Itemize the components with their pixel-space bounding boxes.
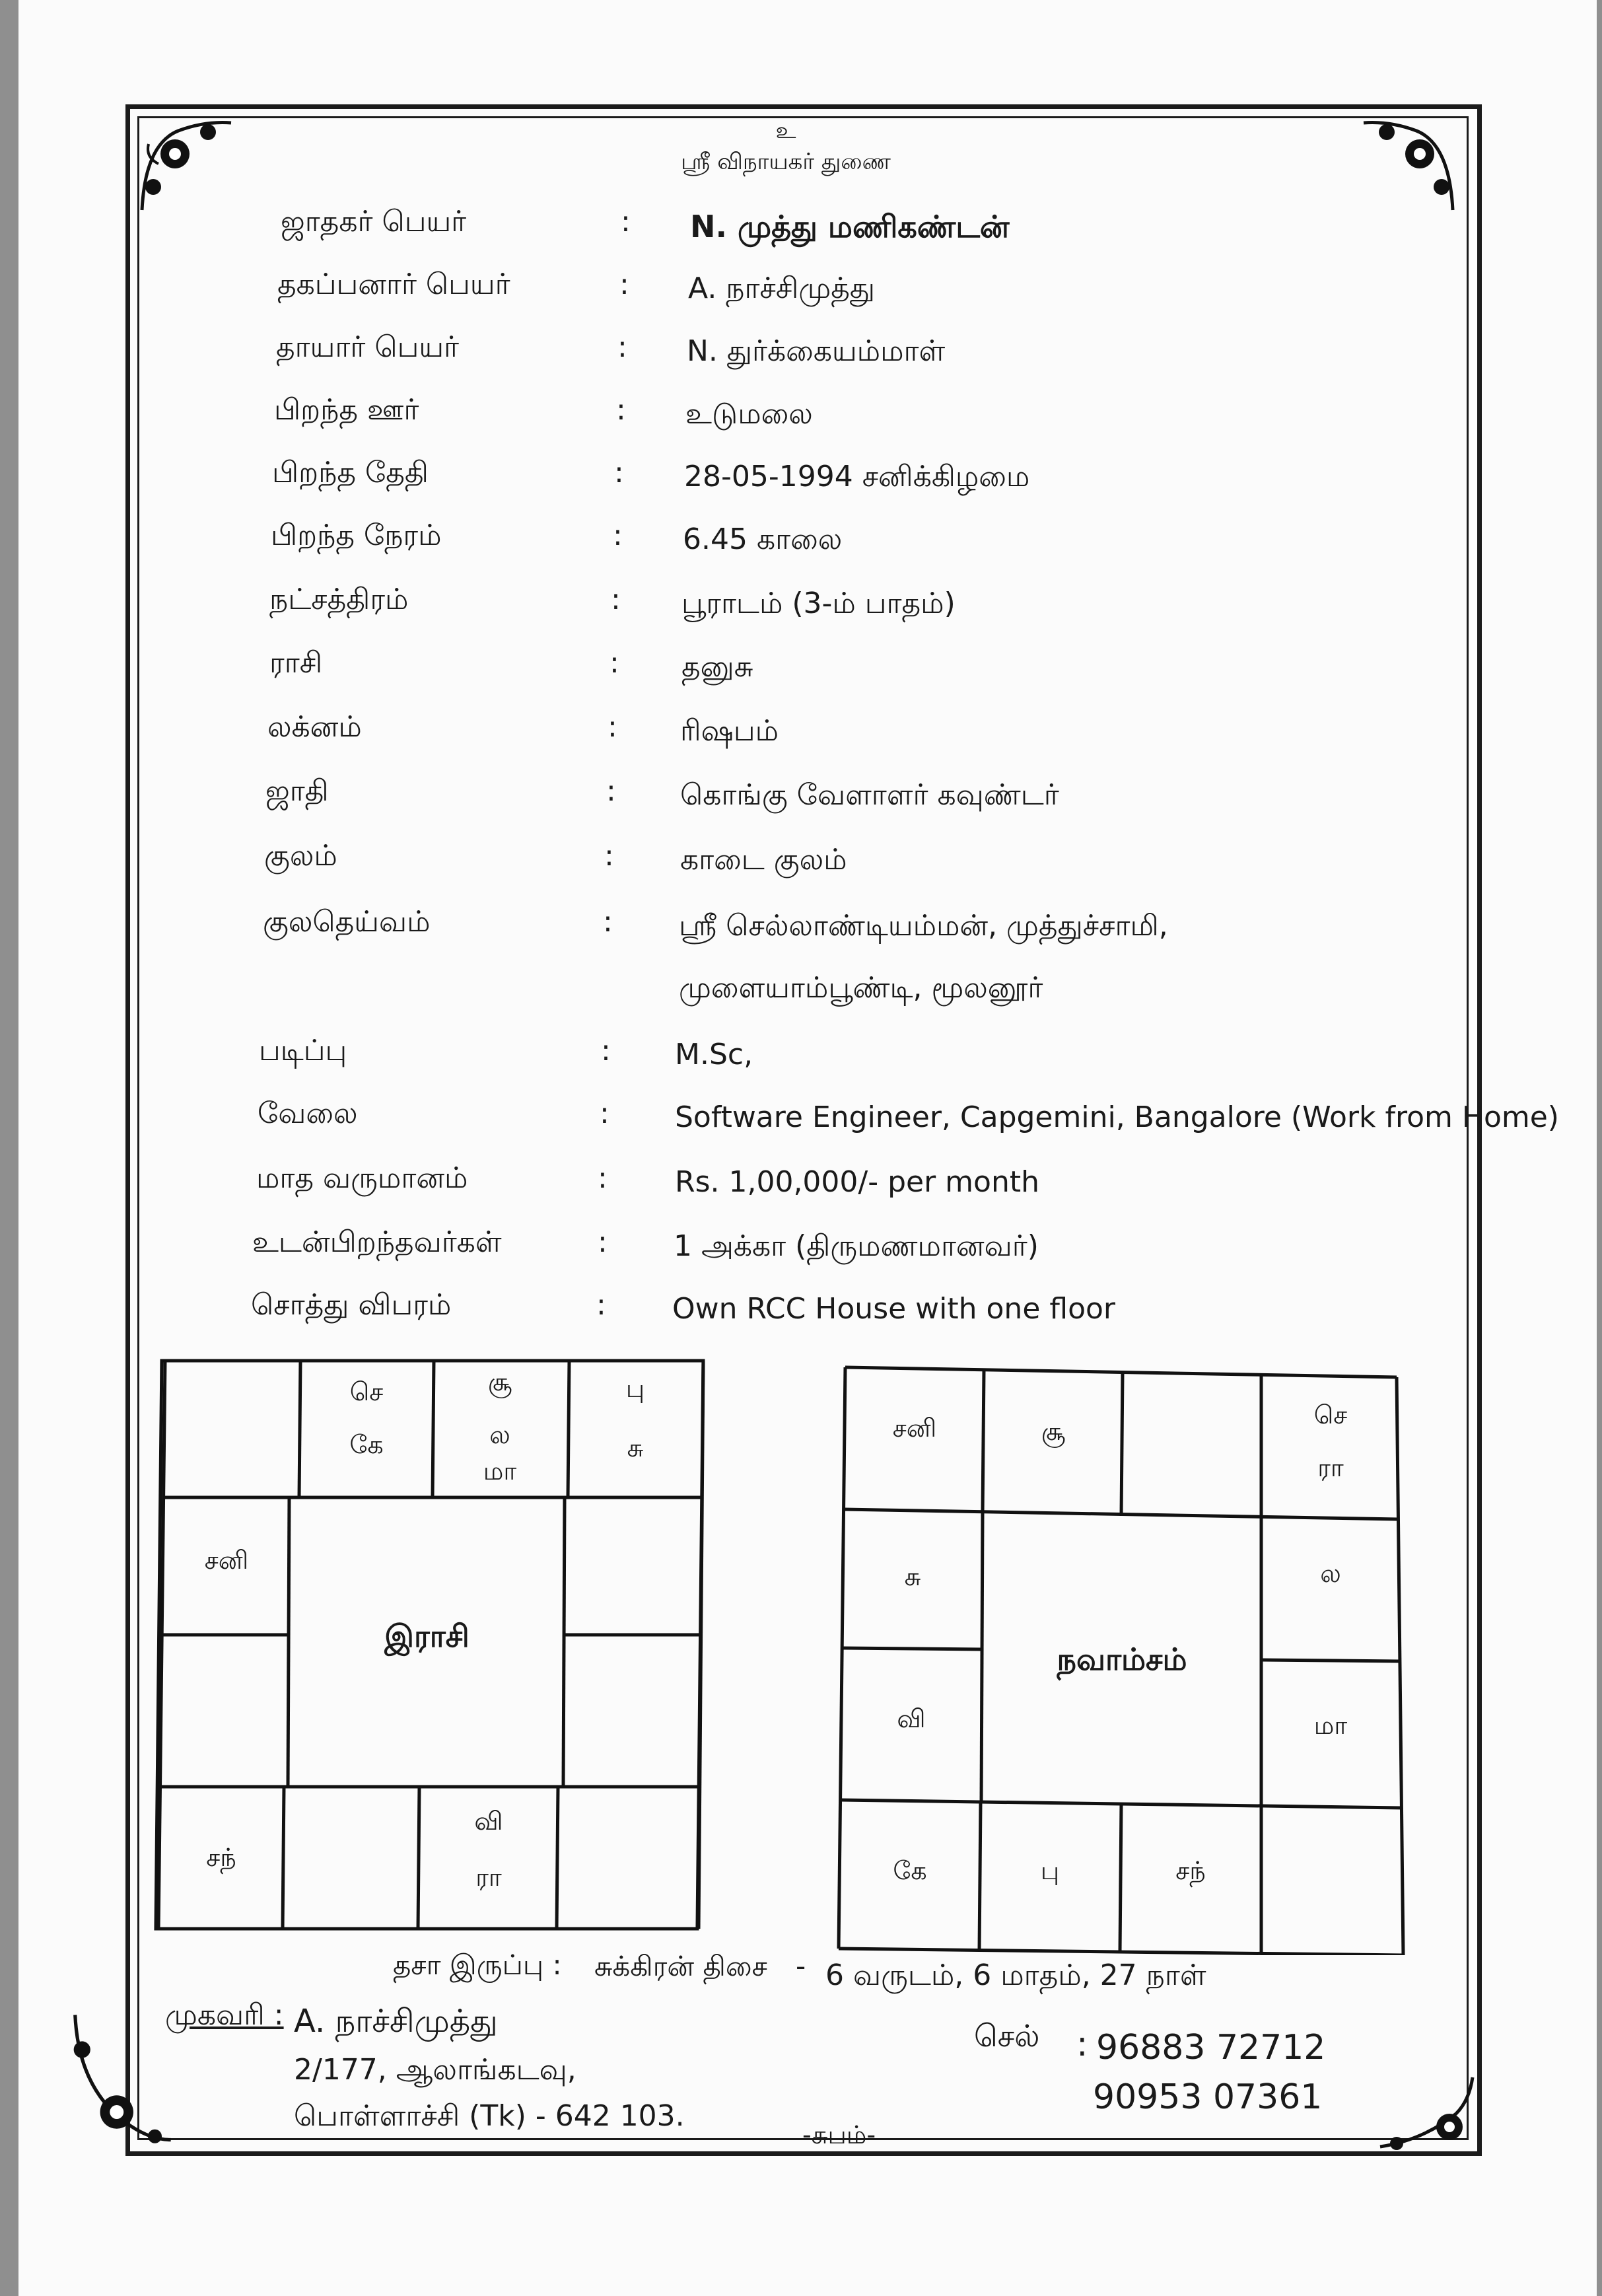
- flower-ornament-icon: [1377, 2074, 1476, 2153]
- field-colon: :: [606, 774, 616, 808]
- field-value: Own RCC House with one floor: [672, 1292, 1116, 1326]
- rasi-cell-mars: செ: [349, 1377, 384, 1406]
- rasi-cell-saturn: சனி: [204, 1546, 249, 1575]
- phone-colon: :: [1076, 2025, 1088, 2064]
- field-value: N. துர்க்கையம்மாள்: [687, 334, 946, 368]
- field-label: மாத வருமானம்: [256, 1161, 468, 1195]
- navamsa-cell-rahu: ரா: [1317, 1453, 1344, 1482]
- rasi-cell-mercury: பு: [625, 1374, 645, 1403]
- field-colon: :: [616, 393, 626, 427]
- rasi-cell-mandhi: மா: [483, 1456, 517, 1486]
- field-colon: :: [617, 330, 627, 364]
- navamsa-cell-mandhi: மா: [1313, 1711, 1348, 1740]
- rasi-chart: [139, 1357, 707, 1932]
- dasa-planet: சுக்கிரன் திசை: [594, 1950, 767, 1982]
- rasi-cell-sun: சூ: [487, 1367, 512, 1396]
- field-label: பிறந்த நேரம்: [271, 519, 442, 552]
- field-value: காடை குலம்: [680, 843, 847, 877]
- navamsa-cell-ketu: கே: [893, 1856, 927, 1885]
- flower-ornament-icon: [67, 2008, 173, 2147]
- field-colon: :: [621, 205, 631, 238]
- field-label: ராசி: [269, 646, 323, 680]
- field-label: ஜாதகர் பெயர்: [281, 205, 467, 238]
- field-value: A. நாச்சிமுத்து: [688, 271, 876, 305]
- field-label: குலதெய்வம்: [263, 905, 431, 939]
- field-colon: :: [609, 646, 619, 680]
- navamsa-cell-mars: செ: [1313, 1400, 1348, 1429]
- address-line1: A. நாச்சிமுத்து: [294, 2003, 498, 2040]
- rasi-cell-rahu: ரா: [475, 1863, 502, 1892]
- field-colon: :: [611, 583, 621, 616]
- dasa-period: 6 வருடம், 6 மாதம், 27 நாள்: [825, 1958, 1206, 1992]
- rasi-cell-lagna: ல: [489, 1420, 510, 1449]
- field-value: கொங்கு வேளாளர் கவுண்டர்: [680, 778, 1059, 812]
- field-label: வேலை: [258, 1096, 358, 1130]
- field-label: லக்னம்: [267, 710, 362, 744]
- rasi-cell-venus: சு: [627, 1433, 644, 1462]
- navamsa-cell-mercury: பு: [1040, 1856, 1060, 1885]
- field-value: Rs. 1,00,000/- per month: [675, 1165, 1039, 1199]
- field-value: ஸ்ரீ செல்லாண்டியம்மன், முத்துச்சாமி,: [679, 909, 1168, 943]
- navamsa-chart-title: நவாம்சம்: [1057, 1641, 1187, 1677]
- rasi-cell-jupiter: வி: [474, 1807, 503, 1836]
- field-value: M.Sc,: [675, 1038, 753, 1071]
- field-colon: :: [614, 456, 624, 489]
- field-label: சொத்து விபரம்: [251, 1288, 452, 1322]
- field-colon: :: [596, 1288, 606, 1322]
- navamsa-cell-sun: சூ: [1041, 1417, 1066, 1446]
- field-colon: :: [603, 905, 613, 939]
- field-colon: :: [619, 268, 629, 301]
- field-label: ஜாதி: [265, 774, 329, 808]
- navamsa-cell-jupiter: வி: [897, 1704, 926, 1733]
- field-value: பூராடம் (3-ம் பாதம்): [681, 587, 956, 620]
- field-label: உடன்பிறந்தவர்கள்: [252, 1225, 502, 1259]
- field-value: தனுசு: [681, 650, 753, 684]
- field-value: 1 அக்கா (திருமணமானவர்): [674, 1229, 1039, 1263]
- field-label: படிப்பு: [259, 1034, 347, 1067]
- field-colon: :: [600, 1096, 609, 1130]
- field-colon: :: [613, 519, 623, 552]
- field-value: Software Engineer, Capgemini, Bangalore (Work from Home): [675, 1100, 1559, 1134]
- field-colon: :: [601, 1034, 611, 1067]
- navamsa-chart: [835, 1364, 1410, 1955]
- field-colon: :: [608, 710, 617, 744]
- phone-label: செல்: [974, 2018, 1040, 2054]
- rasi-chart-title: இராசி: [384, 1618, 470, 1654]
- field-label: குலம்: [264, 839, 337, 873]
- field-value: 28-05-1994 சனிக்கிழமை: [684, 460, 1030, 493]
- field-value: ரிஷபம்: [680, 714, 779, 748]
- pillaiyar-suli: உ: [775, 118, 796, 144]
- field-colon: :: [598, 1161, 608, 1195]
- field-label: பிறந்த தேதி: [272, 456, 429, 489]
- rasi-cell-moon: சந்: [206, 1843, 236, 1872]
- navamsa-cell-moon: சந்: [1175, 1856, 1206, 1885]
- field-value: உடுமலை: [685, 397, 813, 431]
- dasa-label: தசா இருப்பு :: [393, 1949, 562, 1981]
- navamsa-cell-venus: சு: [904, 1562, 921, 1591]
- field-colon: :: [604, 839, 614, 873]
- field-label: தாயார் பெயர்: [276, 330, 460, 364]
- field-value: N. முத்து மணிகண்டன்: [690, 209, 1010, 244]
- address-line2: 2/177, ஆலாங்கடவு,: [294, 2053, 576, 2087]
- dasa-dash: -: [796, 1950, 806, 1982]
- navamsa-cell-lagna: ல: [1320, 1559, 1341, 1588]
- field-colon: :: [598, 1225, 608, 1259]
- navamsa-cell-saturn: சனி: [892, 1414, 937, 1443]
- field-value-continued: முளையாம்பூண்டி, மூலனூர்: [679, 971, 1043, 1005]
- phone-number-1: 96883 72712: [1096, 2028, 1326, 2067]
- phone-number-2: 90953 07361: [1093, 2077, 1323, 2117]
- field-label: பிறந்த ஊர்: [274, 393, 419, 427]
- field-label: நட்சத்திரம்: [269, 583, 409, 616]
- footer-subam: -சுபம்-: [802, 2120, 876, 2149]
- address-label: முகவரி :: [165, 1998, 284, 2032]
- field-label: தகப்பனார் பெயர்: [277, 268, 510, 301]
- rasi-cell-ketu: கே: [349, 1430, 384, 1459]
- field-value: 6.45 காலை: [683, 522, 843, 556]
- invocation-text: ஸ்ரீ விநாயகர் துணை: [681, 149, 891, 175]
- address-line3: பொள்ளாச்சி (Tk) - 642 103.: [294, 2099, 685, 2133]
